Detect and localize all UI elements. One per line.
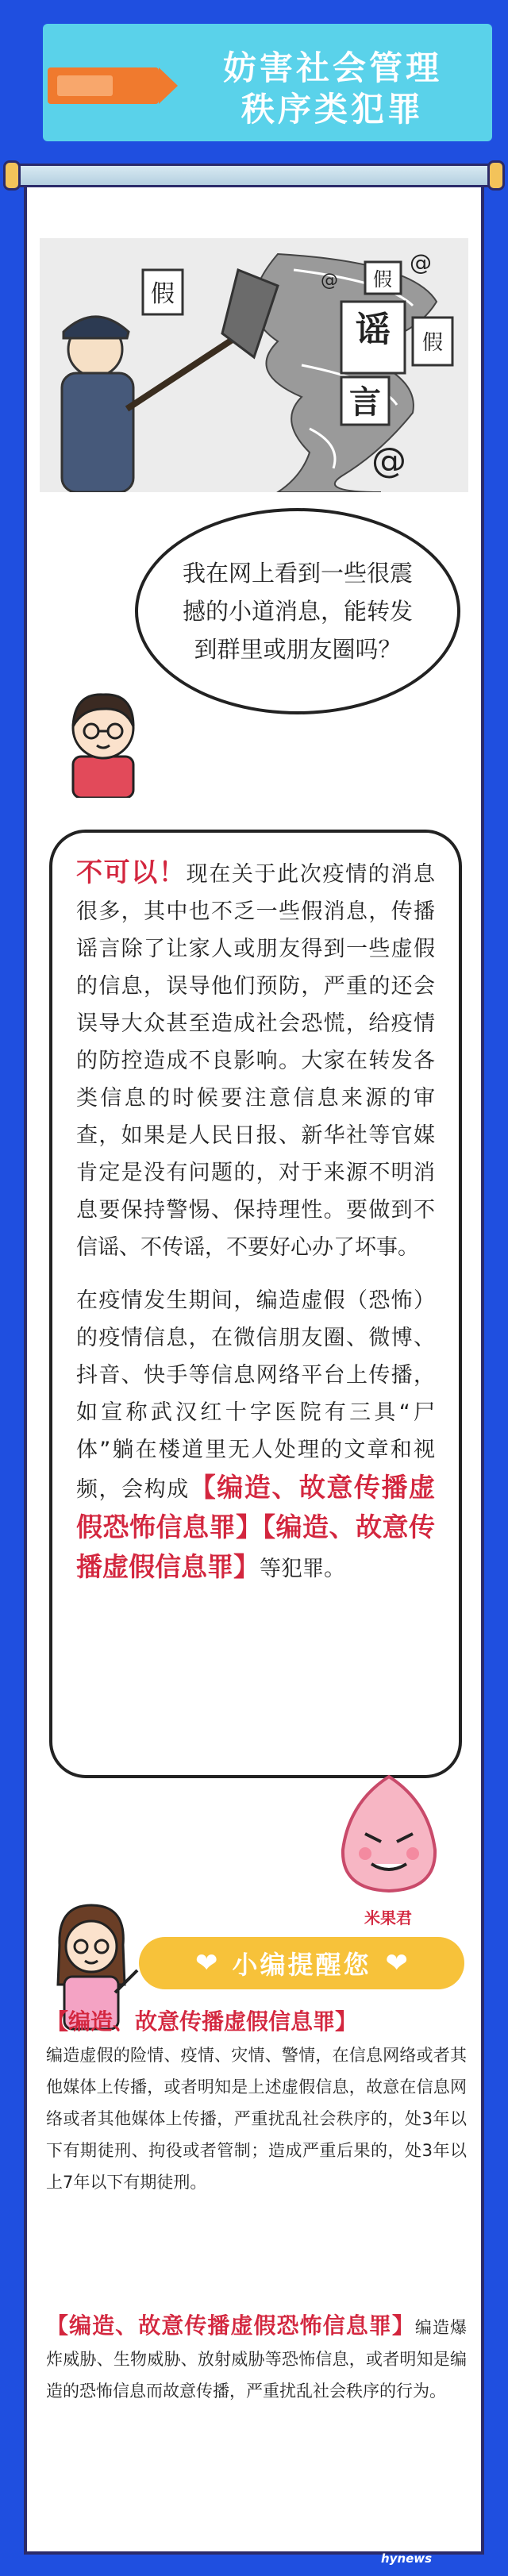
label-jia-2: 假 [421, 331, 444, 355]
watermark-cn: 河南新闻网 [381, 2536, 461, 2553]
label-yao: 谣 [356, 310, 391, 350]
law-1-body: 编造虚假的险情、疫情、灾情、警情，在信息网络或者其他媒体上传播，或者明知是上述虚假信息，故意在信息网络或者其他媒体上传播，严重扰乱社会秩序的，处3年以下有期徒刑、拘役或者管制；造成严重后果的，处3年以上7年以下有期徒刑。 [46, 2046, 467, 2192]
answer-para-2 [76, 1282, 435, 1588]
reminder-banner [139, 1937, 464, 1989]
law-2-title: 【编造、故意传播虚假恐怖信息罪】 [46, 2312, 415, 2339]
police-vs-rumor-illustration [40, 238, 468, 492]
reminder-label: 小编提醒您 [232, 1950, 371, 1980]
label-at-2: @ [410, 249, 432, 275]
page-title [178, 48, 487, 130]
answer-para-2-start: 在疫情发生期间，编造虚假（恐怖）的疫情信息，在微信朋友圈、微博、抖音、快手等信息网络平台上传播，如宣称武汉红十字医院有三具“尸体”躺在楼道里无人处理的文章和视频，会构成 [76, 1288, 435, 1502]
rod-cap-left [3, 160, 21, 191]
law-1-title: 【编造、故意传播虚假信息罪】 [46, 2008, 358, 2035]
heart-icon: ❤ [385, 1947, 408, 1979]
title-line-1: 妨害社会管理 [222, 48, 442, 87]
question-text: 我在网上看到一些很震撼的小道消息，能转发到群里或朋友圈吗？ [182, 560, 413, 663]
girl-avatar-icon [56, 679, 151, 798]
mascot-icon [333, 1770, 444, 1897]
crime-1: 【编造、故意传播虚假恐怖信息罪】 [76, 1472, 436, 1542]
mascot-name: 米果君 [364, 1908, 412, 1927]
label-jia-3: 假 [373, 268, 392, 291]
law-2-body: 编造爆炸威胁、生物威胁、放射威胁等恐怖信息，或者明知是编造的恐怖信息而故意传播，严重扰乱社会秩序的行为。 [46, 2318, 467, 2401]
law-section-2 [46, 2310, 467, 2407]
arrow-tag-icon [48, 67, 159, 104]
question-bubble [135, 508, 460, 714]
answer-para-1 [76, 853, 435, 1266]
scroll-rod [8, 164, 500, 187]
label-yan: 言 [349, 384, 381, 421]
law-2-paragraph [46, 2310, 467, 2407]
label-at-1: @ [371, 441, 406, 481]
label-jia-1: 假 [151, 280, 175, 308]
answer-para-2-end: 等犯罪。 [260, 1557, 345, 1581]
watermark-logo [381, 2537, 500, 2570]
rod-cap-right [487, 160, 505, 191]
answer-box [49, 830, 462, 1778]
answer-para-1-text: 现在关于此次疫情的消息很多，其中也不乏一些假消息，传播谣言除了让家人或朋友得到一些虚假的信息，误导他们预防，严重的还会误导大众甚至造成社会恐慌，给疫情的防控造成不良影响。大家在转发各类信息的时候要注意信息来源的审查，如果是人民日报、新华社等官媒肯定是没有问题的，对于来源不明消息要保持警惕、保持理性。要做到不信谣、不传谣，不要好心办了坏事。 [76, 862, 436, 1260]
title-line-2: 秩序类犯罪 [241, 90, 424, 129]
crime-2: 【编造、故意传播虚假信息罪】 [76, 1511, 435, 1582]
watermark-en: hynews [381, 2551, 433, 2566]
illustration-svg [40, 238, 468, 492]
label-at-3: @ [321, 271, 338, 291]
header-banner [43, 24, 492, 141]
law-section-1 [46, 2004, 467, 2198]
heart-icon: ❤ [194, 1947, 218, 1979]
answer-lead: 不可以！ [76, 857, 187, 888]
